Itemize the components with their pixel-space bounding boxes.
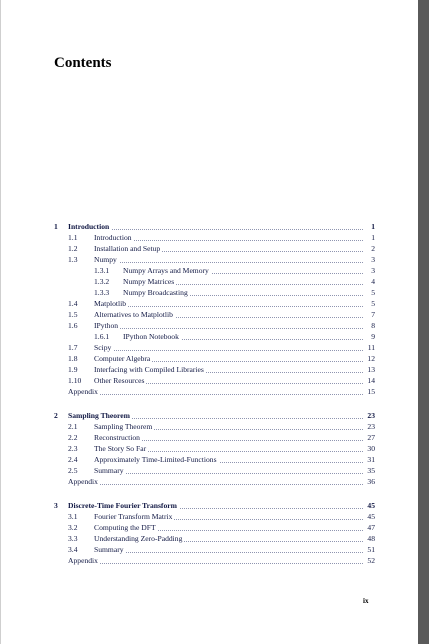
toc-entry-title: Appendix	[68, 556, 98, 565]
toc-entry-number: 1.9	[68, 365, 78, 374]
toc-entry-number: 2.2	[68, 433, 78, 442]
toc-entry-page: 48	[367, 534, 375, 543]
toc-entry-page: 36	[367, 477, 375, 486]
toc-entry-number: 2.1	[68, 422, 78, 431]
toc-entry-page: 31	[367, 455, 375, 464]
toc-entry-title: Sampling Theorem	[94, 422, 153, 431]
toc-entry-title: Sampling Theorem	[68, 411, 130, 420]
toc-entry-number: 1.8	[68, 354, 78, 363]
toc-entry-page: 23	[367, 411, 375, 420]
toc-entry-number: 1.3.3	[94, 288, 110, 297]
toc-entry-number: 2.3	[68, 444, 78, 453]
toc-entry-page: 47	[367, 523, 375, 532]
toc-entry-title: Reconstruction	[94, 433, 140, 442]
page-title: Contents	[54, 55, 112, 71]
toc-entry-title: Scipy	[94, 343, 112, 352]
toc-entry-page: 1	[371, 233, 375, 242]
toc-entry-page: 15	[367, 387, 375, 396]
toc-entry-title: Approximately Time-Limited-Functions	[94, 455, 217, 464]
toc-entry-page: 23	[367, 422, 375, 431]
toc-entry-number: 1.4	[68, 299, 78, 308]
toc-entry-title: Numpy Arrays and Memory	[123, 266, 209, 275]
toc-entry-number: 1.3	[68, 255, 78, 264]
toc-entry-title: Introduction	[68, 222, 110, 231]
toc-entry-page: 8	[371, 321, 375, 330]
toc-entry-title: Summary	[94, 466, 124, 475]
toc-entry-title: IPython	[94, 321, 119, 330]
toc-entry-page: 9	[371, 332, 375, 341]
toc-entry-title: Appendix	[68, 387, 98, 396]
toc-entry-title: Computer Algebra	[94, 354, 151, 363]
viewer-background	[418, 0, 429, 644]
toc-entry-page: 5	[371, 288, 375, 297]
toc-entry-page: 5	[371, 299, 375, 308]
toc-entry-title: Discrete-Time Fourier Transform	[68, 501, 177, 510]
toc-entry-page: 27	[367, 433, 375, 442]
toc-entry-title: Other Resources	[94, 376, 145, 385]
toc-entry-page: 13	[367, 365, 375, 374]
toc-entry-page: 3	[371, 255, 375, 264]
toc-entry-page: 52	[367, 556, 375, 565]
toc-entry-number: 2.4	[68, 455, 78, 464]
toc-entry-page: 12	[367, 354, 375, 363]
toc-entry-page: 1	[371, 222, 375, 231]
toc-entry-page: 2	[371, 244, 375, 253]
toc-entry-title: Installation and Setup	[94, 244, 161, 253]
toc-entry-page: 30	[367, 444, 375, 453]
toc-section-entry[interactable]	[1, 386, 419, 397]
toc-entry-number: 1.7	[68, 343, 78, 352]
toc-leader-dots	[72, 552, 363, 564]
toc-entry-title: Introduction	[94, 233, 132, 242]
toc-entry-number: 1	[54, 222, 58, 231]
toc-entry-number: 2	[54, 411, 58, 420]
toc-leader-dots	[72, 473, 363, 485]
toc-entry-title: Understanding Zero-Padding	[94, 534, 183, 543]
toc-entry-page: 11	[367, 343, 375, 352]
toc-section-entry[interactable]	[1, 555, 419, 566]
toc-entry-number: 2.5	[68, 466, 78, 475]
toc-entry-number: 3.1	[68, 512, 78, 521]
toc-entry-number: 1.5	[68, 310, 78, 319]
toc-entry-title: Matplotlib	[94, 299, 127, 308]
toc-entry-number: 1.3.2	[94, 277, 110, 286]
toc-entry-number: 1.3.1	[94, 266, 110, 275]
toc-entry-title: IPython Notebook	[123, 332, 179, 341]
toc-entry-number: 1.6	[68, 321, 78, 330]
toc-entry-number: 1.2	[68, 244, 78, 253]
toc-entry-number: 3.2	[68, 523, 78, 532]
toc-entry-page: 14	[367, 376, 375, 385]
toc-entry-number: 3.4	[68, 545, 78, 554]
toc-entry-page: 45	[367, 501, 375, 510]
toc-entry-title: Numpy	[94, 255, 117, 264]
toc-entry-number: 3	[54, 501, 58, 510]
toc-entry-page: 7	[371, 310, 375, 319]
toc-entry-title: Summary	[94, 545, 124, 554]
toc-entry-page: 35	[367, 466, 375, 475]
toc-entry-page: 51	[367, 545, 375, 554]
toc-entry-title: Fourier Transform Matrix	[94, 512, 173, 521]
toc-entry-page: 45	[367, 512, 375, 521]
toc-leader-dots	[72, 383, 363, 395]
toc-entry-number: 1.10	[68, 376, 82, 385]
toc-entry-number: 3.3	[68, 534, 78, 543]
toc-entry-page: 3	[371, 266, 375, 275]
toc-entry-page: 4	[371, 277, 375, 286]
toc-entry-title: Numpy Broadcasting	[123, 288, 188, 297]
page-number: ix	[363, 597, 369, 605]
toc-entry-number: 1.6.1	[94, 332, 110, 341]
toc-entry-title: Interfacing with Compiled Libraries	[94, 365, 204, 374]
toc-entry-title: Appendix	[68, 477, 98, 486]
toc-entry-title: Numpy Matrices	[123, 277, 175, 286]
toc-section-entry[interactable]	[1, 476, 419, 487]
toc-entry-title: Computing the DFT	[94, 523, 156, 532]
toc-entry-number: 1.1	[68, 233, 78, 242]
toc-entry-title: Alternatives to Matplotlib	[94, 310, 173, 319]
toc-entry-title: The Story So Far	[94, 444, 147, 453]
